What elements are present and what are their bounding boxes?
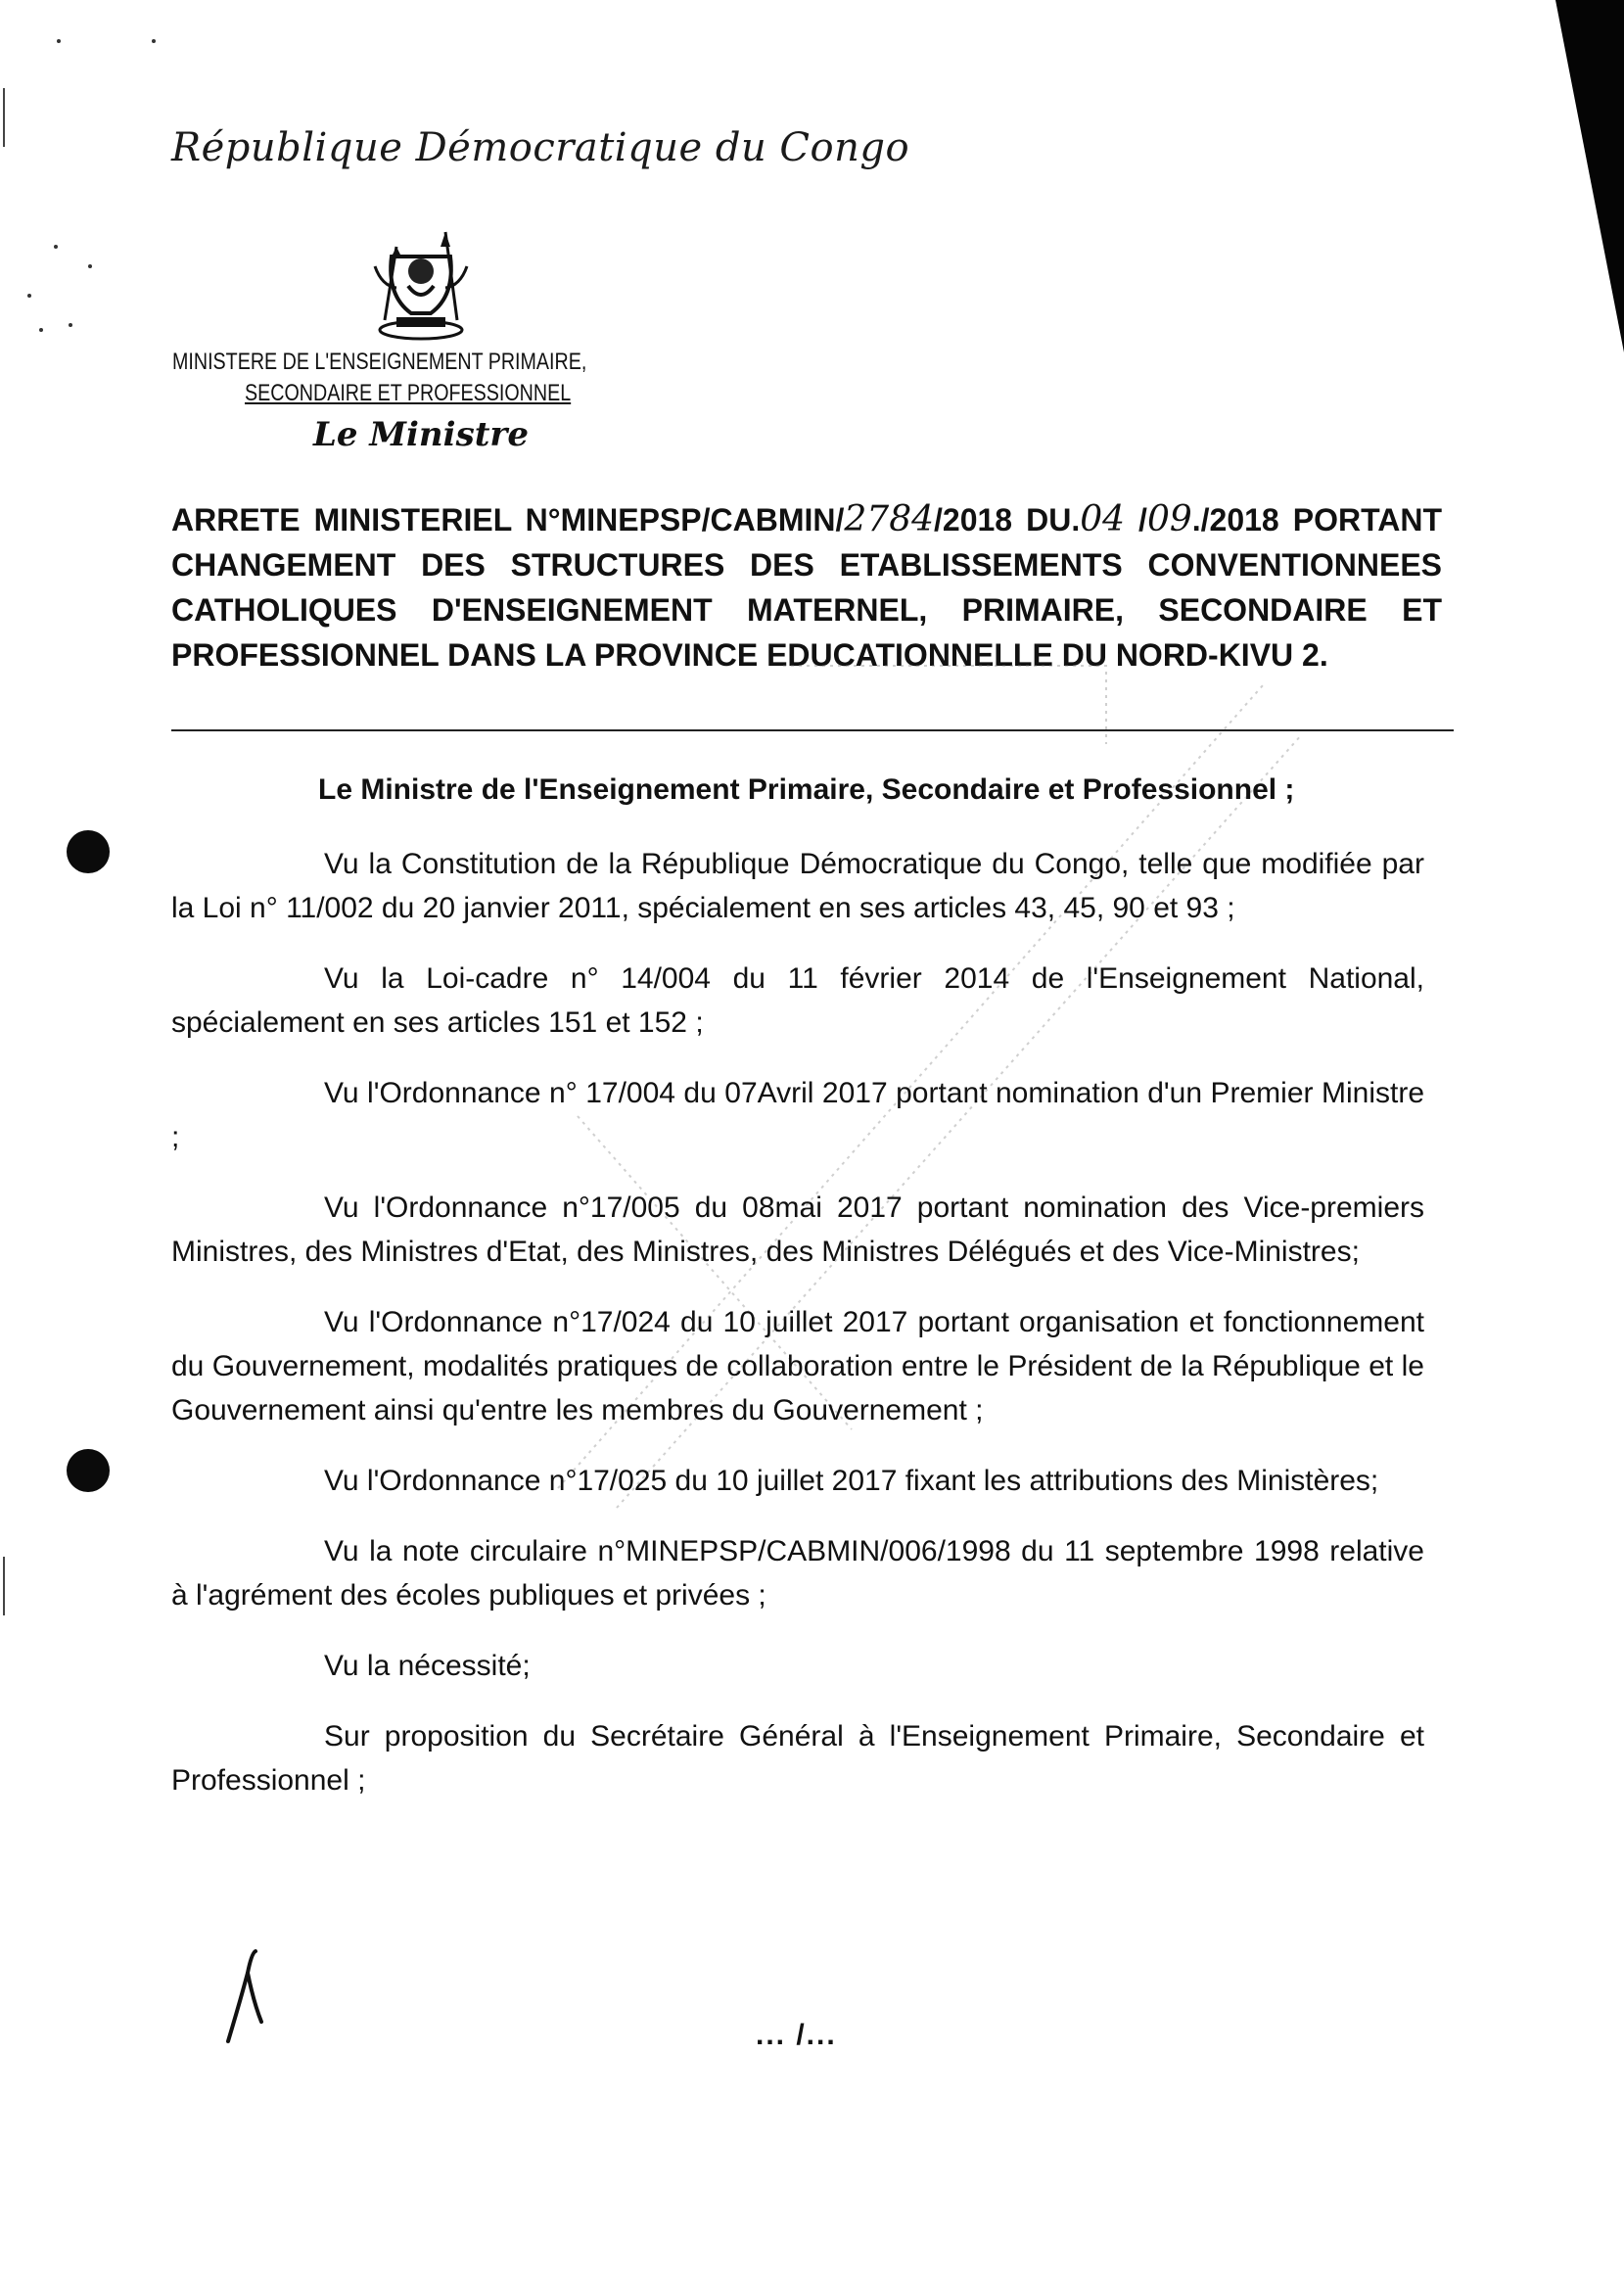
handwritten-initial — [220, 1943, 269, 2051]
considerant-paragraph: Vu l'Ordonnance n°17/005 du 08mai 2017 portant nomination des Vice-premiers Ministres, des Ministres d'Etat, des Ministres, des Ministres Délégués et des Vice-Ministres; — [171, 1192, 1424, 1268]
decree-title-subject: ./2018 PORTANT CHANGEMENT DES STRUCTURES DES ETABLISSEMENTS CONVENTIONNEES CATHOLIQUES D'ENSEIGNEMENT MATERNEL, PRIMAIRE, SECONDAIRE ET PROFESSIONNEL DANS LA PROVINCE EDUCATIONNELLE DU NORD-KIVU 2. — [171, 502, 1443, 673]
ministry-name-line-2: SECONDAIRE ET PROFESSIONNEL — [245, 380, 572, 406]
considerant-paragraph: Vu la nécessité; — [324, 1650, 531, 1682]
scan-speck — [39, 328, 43, 332]
ministry-name-line-1: MINISTERE DE L'ENSEIGNEMENT PRIMAIRE, — [172, 349, 587, 375]
scan-speck — [54, 245, 58, 249]
punch-hole-top — [67, 830, 110, 873]
handwritten-day: 04 — [1080, 499, 1126, 539]
date-separator: / — [1125, 502, 1147, 537]
considerant-paragraph: Vu la note circulaire n°MINEPSP/CABMIN/006/1998 du 11 septembre 1998 relative à l'agrément des écoles publiques et privées ; — [171, 1535, 1424, 1612]
scan-edge-line — [3, 88, 5, 147]
considerant-paragraph: Vu l'Ordonnance n°17/025 du 10 juillet 2017 fixant les attributions des Ministères; — [324, 1465, 1379, 1497]
coat-of-arms-emblem — [367, 227, 475, 343]
decree-title-prefix: ARRETE MINISTERIEL N°MINEPSP/CABMIN/ — [171, 502, 845, 537]
handwritten-month: 09 — [1146, 499, 1192, 539]
republic-heading: République Démocratique du Congo — [171, 125, 910, 170]
considerant-paragraph: Vu l'Ordonnance n°17/024 du 10 juillet 2017 portant organisation et fonctionnement du Gouvernement, modalités pratiques de collaboration entre le Président de la République et le Gouvernement ainsi qu'entre les membres du Gouvernement ; — [171, 1306, 1424, 1426]
page-continuation-mark: ... /... — [756, 2019, 837, 2051]
scan-speck — [27, 294, 31, 298]
decree-body — [171, 842, 1424, 1829]
considerant-paragraph: Vu la Loi-cadre n° 14/004 du 11 février 2014 de l'Enseignement National, spécialement en ses articles 151 et 152 ; — [171, 962, 1424, 1039]
scan-speck — [152, 39, 156, 43]
scan-speck — [88, 264, 92, 268]
preamble-heading: Le Ministre de l'Enseignement Primaire, Secondaire et Professionnel ; — [318, 773, 1295, 806]
decree-title-mid: /2018 DU. — [934, 502, 1081, 537]
considerant-paragraph: Vu l'Ordonnance n° 17/004 du 07Avril 2017 portant nomination d'un Premier Ministre ; — [171, 1077, 1424, 1153]
scan-speck — [57, 39, 61, 43]
considerant-paragraph: Sur proposition du Secrétaire Général à l'Enseignement Primaire, Secondaire et Professionnel ; — [171, 1720, 1424, 1797]
handwritten-decree-number: 2784 — [844, 499, 935, 539]
scan-speck — [69, 323, 72, 327]
considerant-paragraph: Vu la Constitution de la République Démocratique du Congo, telle que modifiée par la Loi n° 11/002 du 20 janvier 2011, spécialement en ses articles 43, 45, 90 et 93 ; — [171, 848, 1424, 924]
signatory-title: Le Ministre — [313, 415, 529, 454]
punch-hole-bottom — [67, 1449, 110, 1492]
scan-edge-line — [3, 1557, 5, 1615]
scan-shadow-corner — [1507, 0, 1624, 352]
